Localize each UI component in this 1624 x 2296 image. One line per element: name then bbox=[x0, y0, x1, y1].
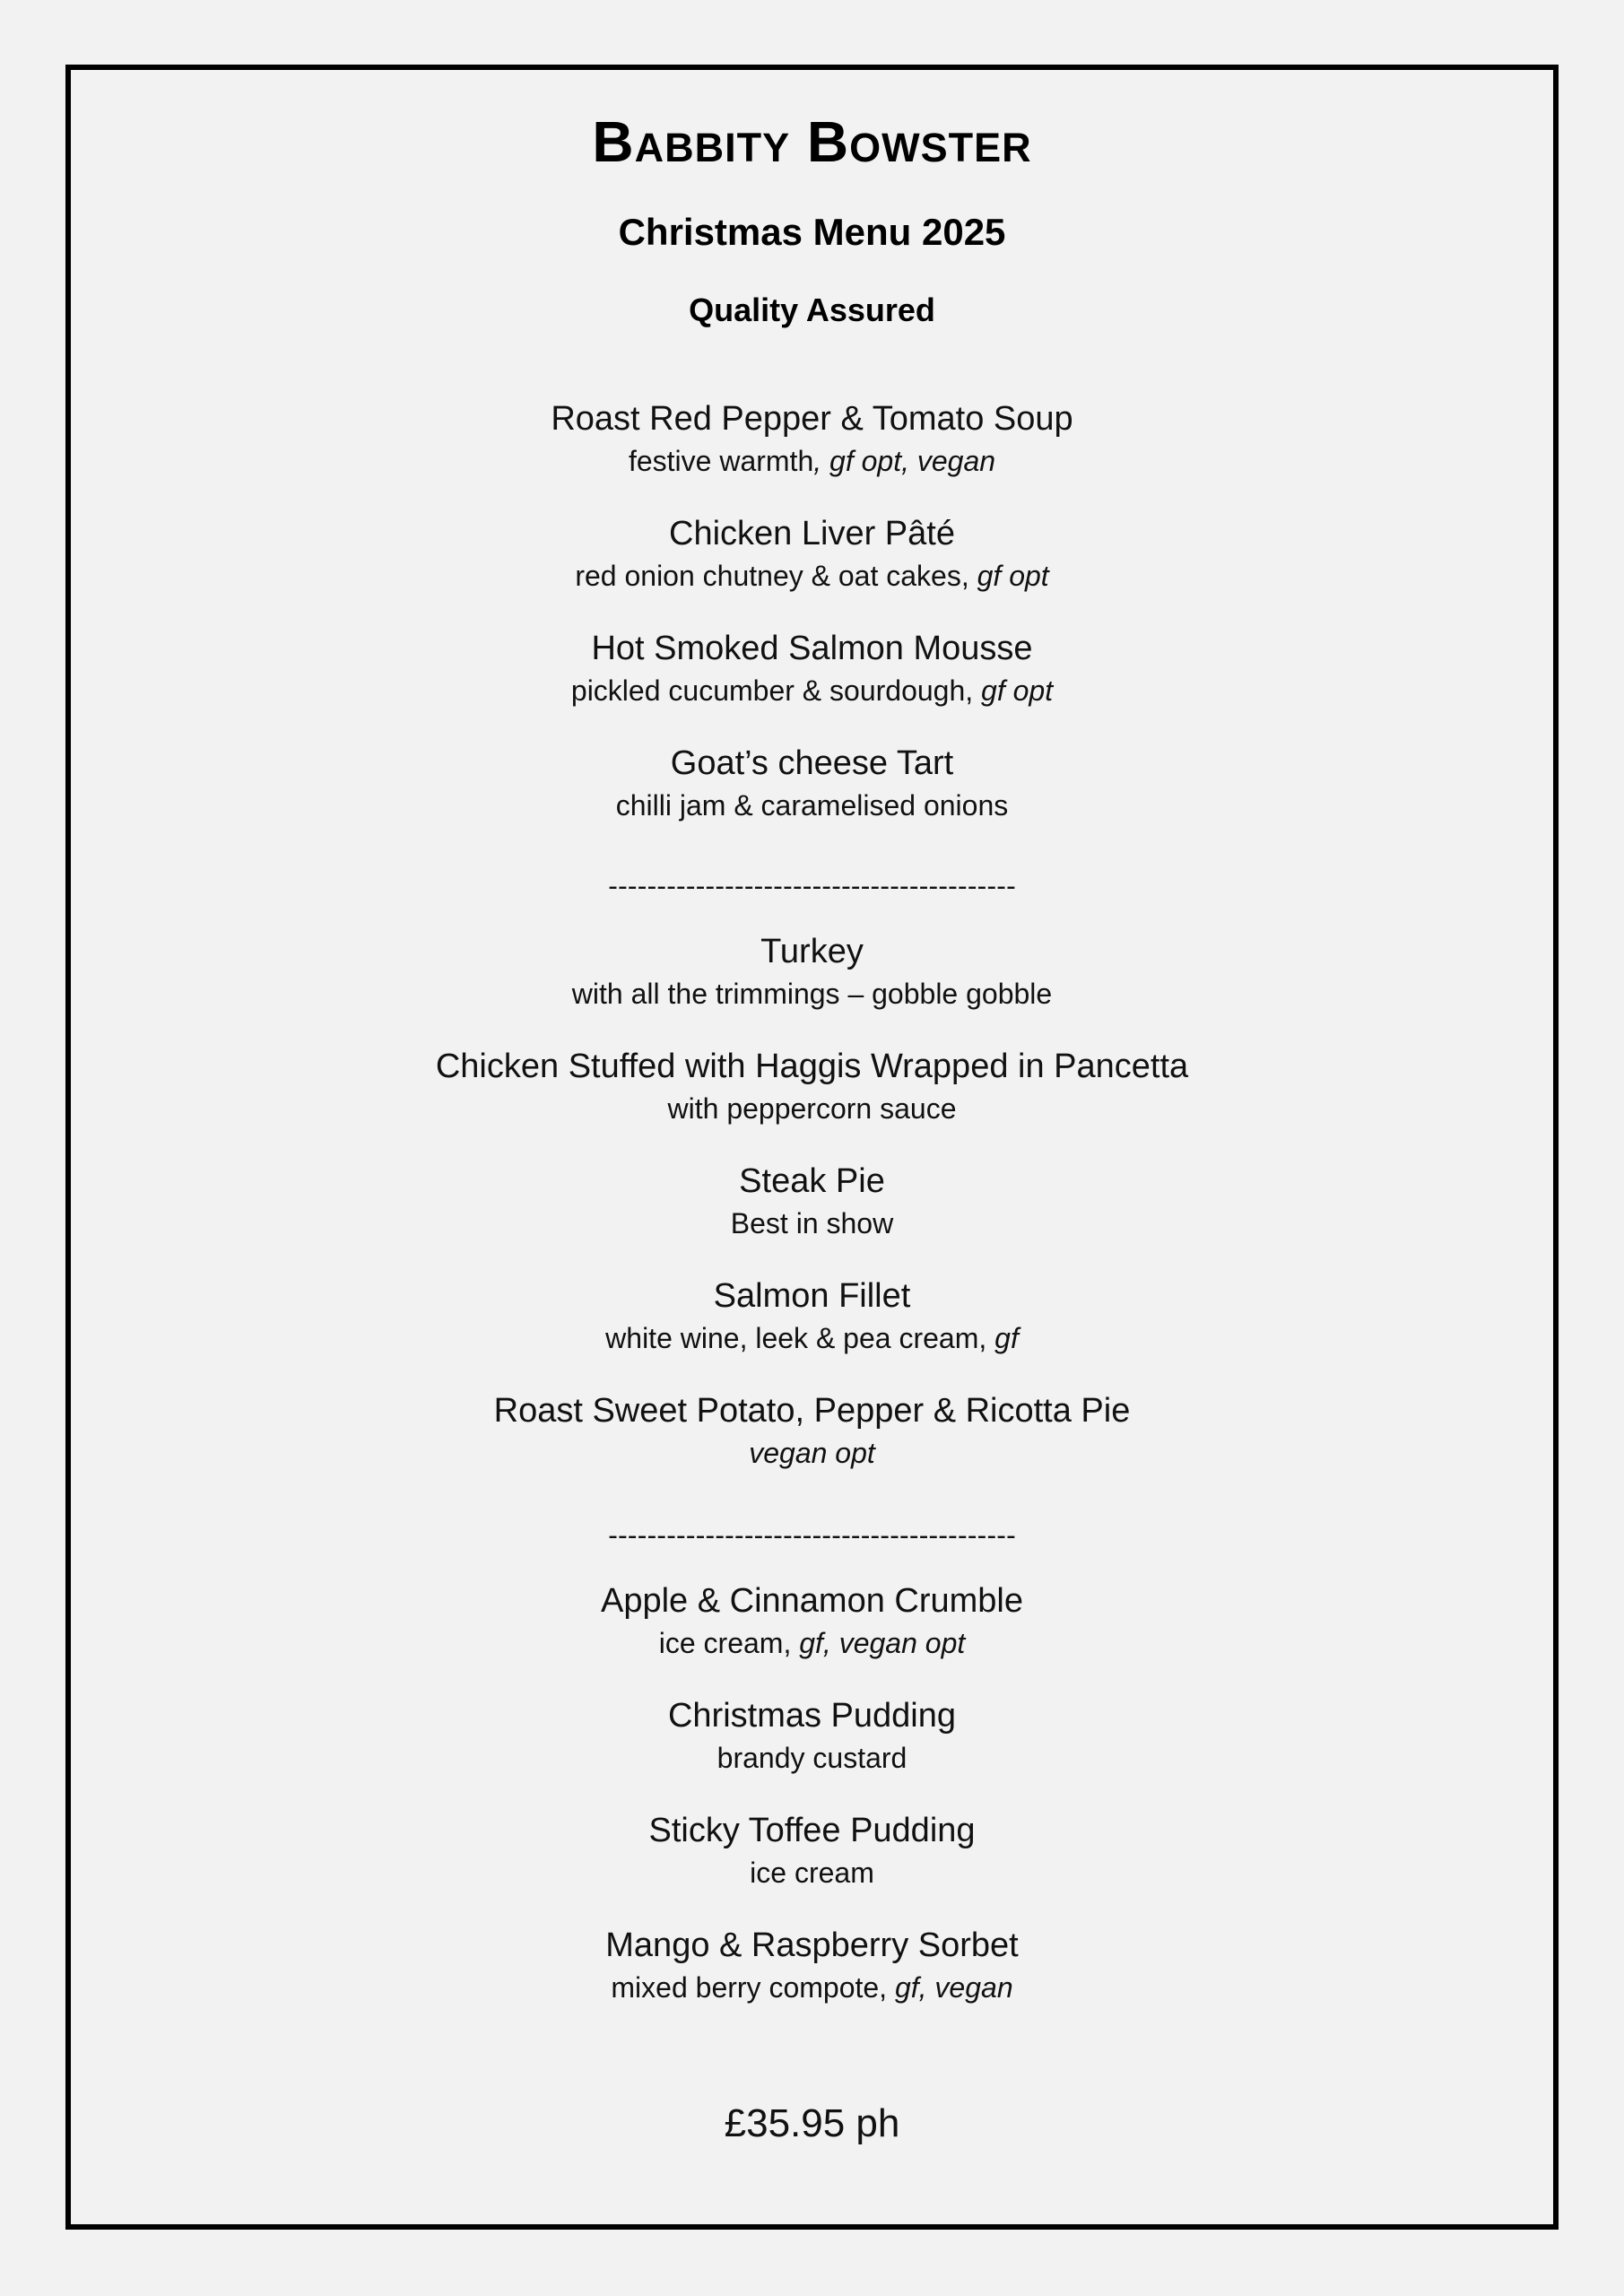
dish-name: Chicken Liver Pâté bbox=[669, 515, 955, 552]
menu-item bbox=[71, 1274, 1553, 1388]
dish-description bbox=[71, 1318, 1553, 1358]
dish-description bbox=[71, 974, 1553, 1013]
menu-item bbox=[71, 929, 1553, 1044]
dish-description-text: ice cream bbox=[750, 1857, 874, 1889]
dish-description bbox=[71, 1204, 1553, 1243]
dish-name: Turkey bbox=[760, 933, 864, 970]
menu-title: Christmas Menu 2025 bbox=[618, 211, 1006, 253]
dish-description bbox=[71, 1433, 1553, 1473]
dish-name: Roast Sweet Potato, Pepper & Ricotta Pie bbox=[493, 1392, 1131, 1430]
dish-description bbox=[71, 1738, 1553, 1778]
dish-description-text: with peppercorn sauce bbox=[667, 1092, 957, 1125]
menu-item bbox=[71, 511, 1553, 626]
menu-item bbox=[71, 396, 1553, 511]
menu-item bbox=[71, 1578, 1553, 1693]
dish-name: Hot Smoked Salmon Mousse bbox=[591, 630, 1033, 667]
dish-dietary-notes: gf, vegan opt bbox=[799, 1627, 966, 1659]
menu-item bbox=[71, 1808, 1553, 1923]
dish-description-text: festive warmth bbox=[628, 445, 814, 477]
menu-item bbox=[71, 626, 1553, 741]
section-divider: ------------------------------------------ bbox=[608, 871, 1016, 902]
dish-dietary-notes: gf opt bbox=[977, 560, 1049, 592]
dish-description bbox=[71, 556, 1553, 596]
dish-description-text: brandy custard bbox=[716, 1742, 908, 1774]
menu-border bbox=[65, 65, 1559, 2230]
dish-dietary-notes: , gf opt, vegan bbox=[813, 445, 996, 477]
dish-description-text: chilli jam & caramelised onions bbox=[615, 789, 1009, 822]
dish-description-text: with all the trimmings – gobble gobble bbox=[571, 978, 1053, 1010]
menu-tagline: Quality Assured bbox=[689, 291, 935, 328]
starters-section bbox=[71, 396, 1553, 856]
dish-description-text: Best in show bbox=[730, 1207, 894, 1239]
dish-description bbox=[71, 1089, 1553, 1128]
dish-name: Sticky Toffee Pudding bbox=[648, 1812, 976, 1849]
dish-dietary-notes: gf, vegan bbox=[894, 1971, 1013, 2004]
dish-name: Steak Pie bbox=[739, 1162, 885, 1200]
dish-dietary-notes: gf opt bbox=[981, 674, 1054, 707]
dish-name: Mango & Raspberry Sorbet bbox=[605, 1926, 1019, 1964]
dish-description bbox=[71, 1853, 1553, 1892]
menu-item bbox=[71, 1693, 1553, 1808]
dish-name: Salmon Fillet bbox=[713, 1277, 911, 1315]
menu-item bbox=[71, 1388, 1553, 1503]
dish-description bbox=[71, 441, 1553, 481]
dish-description bbox=[71, 671, 1553, 710]
menu-item bbox=[71, 1923, 1553, 2038]
dish-description-text: mixed berry compote, bbox=[611, 1971, 895, 2004]
dish-description bbox=[71, 1968, 1553, 2007]
dish-description-text: red onion chutney & oat cakes, bbox=[575, 560, 977, 592]
dish-name: Goat’s cheese Tart bbox=[670, 744, 954, 782]
dish-description-text: ice cream, bbox=[658, 1627, 800, 1659]
menu-item bbox=[71, 1159, 1553, 1274]
dish-description bbox=[71, 1623, 1553, 1663]
dish-description-text: pickled cucumber & sourdough, bbox=[570, 674, 982, 707]
dish-description bbox=[71, 786, 1553, 825]
mains-section bbox=[71, 929, 1553, 1503]
dish-name: Christmas Pudding bbox=[667, 1697, 957, 1735]
dish-name: Apple & Cinnamon Crumble bbox=[600, 1582, 1023, 1620]
dish-name: Chicken Stuffed with Haggis Wrapped in Pancetta bbox=[435, 1048, 1189, 1085]
dish-name: Roast Red Pepper & Tomato Soup bbox=[551, 400, 1073, 438]
menu-item bbox=[71, 1044, 1553, 1159]
restaurant-name: Babbity Bowster bbox=[592, 109, 1032, 174]
menu-item bbox=[71, 741, 1553, 856]
dish-dietary-notes: vegan opt bbox=[749, 1437, 875, 1469]
dish-description-text: white wine, leek & pea cream, bbox=[605, 1322, 995, 1354]
menu-price: £35.95 ph bbox=[724, 2101, 900, 2145]
desserts-section bbox=[71, 1578, 1553, 2038]
section-divider: ------------------------------------------ bbox=[608, 1520, 1016, 1552]
dish-dietary-notes: gf bbox=[994, 1322, 1019, 1354]
